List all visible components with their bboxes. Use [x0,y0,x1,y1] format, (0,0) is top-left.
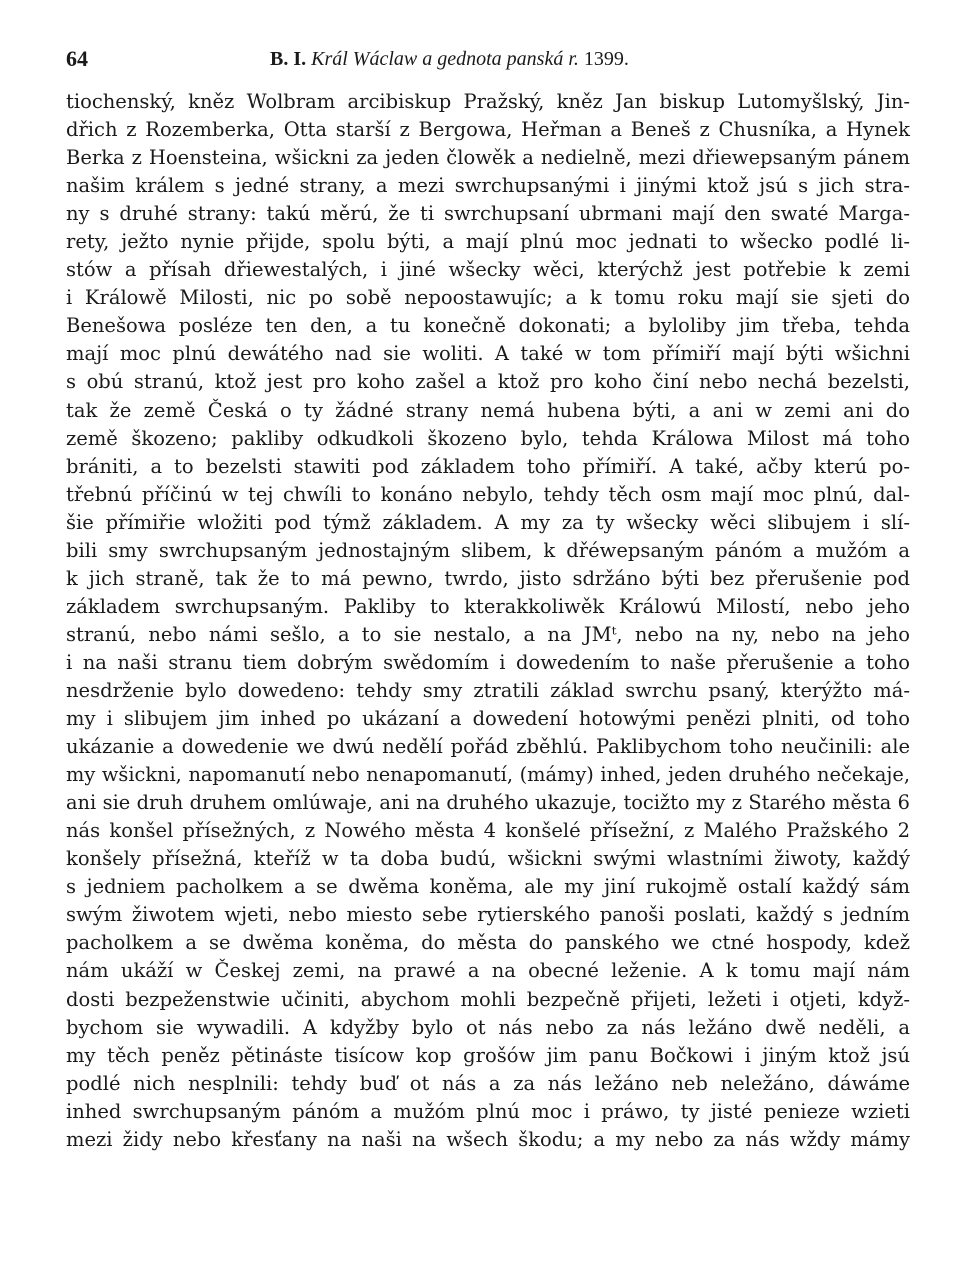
running-head-title: Král Wáclaw a gednota panská r. [311,48,579,70]
text-line: Benešowa posléze ten den, a tu konečně dokonati; a byloliby jim třeba, tehda [66,314,910,338]
text-line: nesdrženie bylo dowedeno: tehdy smy ztratili základ swrchu psaný, kterýžto má- [66,678,910,702]
text-line: základem swrchupsaným. Pakliby to kterakkoliwěk Králowú Milostí, nebo jeho [66,594,910,618]
text-line: konšely přísežná, kteříž w ta doba budú, wšickni swými wlastními žiwoty, každý [66,847,910,871]
document-page [66,40,910,1154]
text-line: nám ukáží w Českej zemi, na prawé a na obecné leženie. A k tomu mají nám [66,959,910,983]
text-line: s obú stranú, ktož jest pro koho zašel a ktož pro koho činí nebo nechá bezelsti, [66,370,910,394]
text-line: ani sie druh druhem omlúwaje, ani na druhého ukazuje, tocižto my z Starého města 6 [66,791,910,815]
body-text [66,88,910,1154]
text-line: pacholkem a se dwěma koněma, do města do panského we ctné hospody, kdež [66,931,910,955]
text-line: tak že země Česká o ty žádné strany nemá hubena býti, a ani w zemi ani do [66,398,910,422]
text-line: podlé nich nesplnili: tehdy buď ot nás a za nás ležáno neb neležáno, dáwáme [66,1071,910,1095]
text-line: našim králem s jedné strany, a mezi swrchupsanými i jinými ktož jsú s jich stra- [66,174,910,198]
text-line: Berka z Hoensteina, wšickni za jeden člowěk a nedielně, mezi dřiewepsaným pánem [66,146,910,170]
text-line: dosti bezpeženstwie učiniti, abychom mohli bezpečně přijeti, ležeti i otjeti, když- [66,987,910,1011]
text-line: nás konšel přísežných, z Nowého města 4 konšelé přísežní, z Malého Pražského 2 [66,819,910,843]
text-line: třebnú příčinú w tej chwíli to konáno nebylo, tehdy těch osm mají moc plnú, dal- [66,482,910,506]
text-line: swým žiwotem wjeti, nebo miesto sebe rytierského panoši poslati, každý s jedním [66,903,910,927]
text-line: inhed swrchupsaným pánóm a mužóm plnú moc i práwo, ty jisté penieze wzieti [66,1099,910,1123]
text-line: tiochenský, kněz Wolbram arcibiskup Pražský, kněz Jan biskup Lutomyšlský, Jin- [66,90,910,113]
text-line: země škozeno; pakliby odkudkoli škozeno bylo, tehda Králowa Milost má toho [66,426,910,450]
text-line: my těch peněz pětináste tisícow kop grošów jim panu Bočkowi i jiným ktož jsú [66,1043,910,1067]
text-line: s jedniem pacholkem a se dwěma koněma, ale my jiní rukojmě ostalí každý sám [66,875,910,899]
text-line: stranú, nebo námi sešlo, a to sie nestalo, a na JMᵗ, nebo na ny, nebo na jeho [66,622,910,646]
text-line: mají moc plnú dewátého nad sie woliti. A také w tom přímiří mají býti wšichni [66,342,910,366]
text-line: bili smy swrchupsaným jednostajným slibem, k dřéwepsaným pánóm a mužóm a [66,538,910,562]
text-line: ny s druhé strany: takú měrú, že ti swrchupsaní ubrmani mají den swaté Marga- [66,202,910,226]
text-line: bychom sie wywadili. A kdyžby bylo ot nás nebo za nás ležáno dwě neděli, a [66,1015,910,1039]
text-line: i na naši stranu tiem dobrým swědomím i dowedením to naše přerušenie a toho [66,650,910,674]
text-line: i Králowě Milosti, nic po sobě nepoostawujíc; a k tomu roku mají sie sjeti do [66,286,910,310]
text-line: ukázanie a dowedenie we dwú nedělí pořád zběhlú. Paklibychom toho neučinili: ale [66,735,910,759]
text-line: brániti, a to bezelsti stawiti pod základem toho přímiří. A také, ačby kterú po- [66,454,910,478]
text-line: my wšickni, napomanutí nebo nenapomanutí, (mámy) inhed, jeden druhého nečekaje, [66,763,910,787]
page-header [66,40,910,80]
text-line: rety, ježto nynie přijde, spolu býti, a mají plnú moc jednati to wšecko podlé li- [66,230,910,254]
running-head-section: B. I. [270,48,307,70]
text-line: k jich straně, tak že to má pewno, twrdo, jisto sdržáno býti bez přerušenie pod [66,566,910,590]
text-line: šie přímiřie wložiti pod týmž základem. A my za ty wšecky wěci slibujem i slí- [66,510,910,534]
text-line: mezi židy nebo křesťany na naši na wšech škodu; a my nebo za nás wždy mámy [66,1127,910,1151]
running-head [270,48,629,71]
text-line: stów a přísah dřiewestalých, i jiné wšecky wěci, kterýchž jest potřebie k zemi [66,258,910,282]
text-line: my i slibujem jim inhed po ukázaní a dowedení hotowými penězi plniti, od toho [66,707,910,731]
running-head-year: 1399. [583,48,629,70]
text-line: dřich z Rozemberka, Otta starší z Bergowa, Heřman a Beneš z Chusníka, a Hynek [66,118,910,142]
page-number: 64 [66,46,88,71]
